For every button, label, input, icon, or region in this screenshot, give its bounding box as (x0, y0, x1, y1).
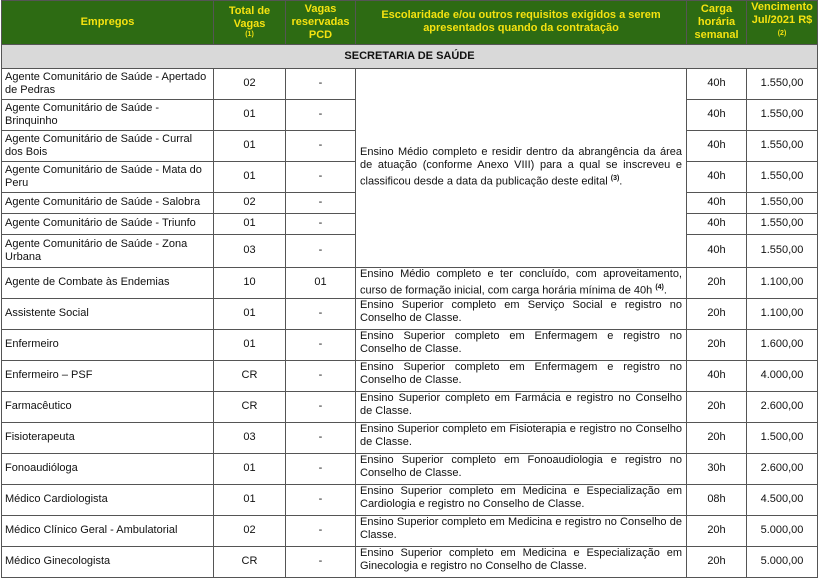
vagas-cell: 01 (214, 484, 286, 515)
vagas-cell: 02 (214, 192, 286, 213)
emprego-cell: Agente Comunitário de Saúde - Curral dos Bois (2, 130, 214, 161)
requirement-cell: Ensino Superior completo em Serviço Social e registro no Conselho de Classe. (356, 298, 687, 329)
carga-cell: 40h (687, 99, 747, 130)
requirement-cell: Ensino Superior completo em Enfermagem e registro no Conselho de Classe. (356, 329, 687, 360)
pcd-cell: - (286, 99, 356, 130)
vagas-cell: CR (214, 391, 286, 422)
venc-cell: 1.100,00 (747, 298, 818, 329)
header-vagas-note: (1) (245, 31, 254, 39)
venc-cell: 1.500,00 (747, 422, 818, 453)
venc-cell: 1.550,00 (747, 99, 818, 130)
venc-cell: 5.000,00 (747, 546, 818, 577)
vagas-cell: 02 (214, 515, 286, 546)
carga-cell: 40h (687, 68, 747, 99)
emprego-cell: Médico Ginecologista (2, 546, 214, 577)
header-vencimento: Vencimento Jul/2021 R$ $^{(2)}$ (747, 1, 818, 45)
table-row (2, 484, 818, 515)
pcd-cell: - (286, 329, 356, 360)
table-row (2, 329, 818, 360)
pcd-cell: - (286, 68, 356, 99)
carga-cell: 20h (687, 422, 747, 453)
vagas-cell: 03 (214, 422, 286, 453)
acs-requirement-cell: Ensino Médio completo e residir dentro da abrangência da área de atuação (conforme Anexo VIII) para a qual se inscreveu e classificou desde a data da publicação deste edital $^{(3)}$. (356, 68, 687, 267)
venc-cell: 1.550,00 (747, 213, 818, 234)
carga-cell: 20h (687, 391, 747, 422)
pcd-cell: - (286, 360, 356, 391)
vacancy-table (1, 0, 818, 578)
header-venc-note: (2) (777, 30, 787, 37)
emprego-cell: Médico Clínico Geral - Ambulatorial (2, 515, 214, 546)
vagas-cell: 02 (214, 68, 286, 99)
emprego-cell: Agente Comunitário de Saúde - Mata do Peru (2, 161, 214, 192)
pcd-cell: - (286, 161, 356, 192)
emprego-cell: Agente Comunitário de Saúde - Brinquinho (2, 99, 214, 130)
carga-cell: 40h (687, 130, 747, 161)
table-header-row (2, 1, 818, 45)
table-row (2, 422, 818, 453)
carga-cell: 20h (687, 546, 747, 577)
venc-cell: 1.600,00 (747, 329, 818, 360)
pcd-cell: - (286, 234, 356, 267)
header-carga-horaria: Carga horária semanal (687, 1, 747, 45)
emprego-cell: Agente Comunitário de Saúde - Zona Urbana (2, 234, 214, 267)
emprego-cell: Agente Comunitário de Saúde - Triunfo (2, 213, 214, 234)
carga-cell: 20h (687, 267, 747, 298)
emprego-cell: Enfermeiro – PSF (2, 360, 214, 391)
venc-cell: 1.550,00 (747, 234, 818, 267)
emprego-cell: Assistente Social (2, 298, 214, 329)
pcd-cell: - (286, 546, 356, 577)
vagas-cell: 03 (214, 234, 286, 267)
carga-cell: 08h (687, 484, 747, 515)
venc-cell: 1.550,00 (747, 130, 818, 161)
carga-cell: 20h (687, 329, 747, 360)
section-row (2, 44, 818, 68)
emprego-cell: Fisioterapeuta (2, 422, 214, 453)
ace-requirement-cell: Ensino Médio completo e ter concluído, com aproveitamento, curso de formação inicial, com carga horária mínima de 40h $^{(4)}$. (356, 267, 687, 298)
pcd-cell: - (286, 453, 356, 484)
venc-cell: 4.000,00 (747, 360, 818, 391)
carga-cell: 40h (687, 192, 747, 213)
table-row (2, 360, 818, 391)
requirement-cell: Ensino Superior completo em Fisioterapia e registro no Conselho de Classe. (356, 422, 687, 453)
table-row (2, 453, 818, 484)
pcd-cell: - (286, 422, 356, 453)
venc-cell: 1.100,00 (747, 267, 818, 298)
venc-cell: 1.550,00 (747, 68, 818, 99)
vagas-cell: 10 (214, 267, 286, 298)
table-row (2, 298, 818, 329)
carga-cell: 20h (687, 298, 747, 329)
table-row (2, 267, 818, 298)
header-requisitos: Escolaridade e/ou outros requisitos exigidos a serem apresentados quando da contratação (356, 1, 687, 45)
pcd-cell: - (286, 391, 356, 422)
vagas-cell: 01 (214, 298, 286, 329)
venc-cell: 4.500,00 (747, 484, 818, 515)
requirement-cell: Ensino Superior completo em Fonoaudiologia e registro no Conselho de Classe. (356, 453, 687, 484)
acs-requirement-note: (3) (610, 175, 620, 183)
requirement-cell: Ensino Superior completo em Medicina e Especialização em Cardiologia e registro no Conselho de Classe. (356, 484, 687, 515)
table-row (2, 546, 818, 577)
acs-requirement-text: Ensino Médio completo e residir dentro da abrangência da área de atuação (conforme Anexo VIII) para a qual se inscreveu e classificou desde a data da publicação deste edital (360, 146, 682, 188)
table-row (2, 515, 818, 546)
emprego-cell: Enfermeiro (2, 329, 214, 360)
emprego-cell: Agente Comunitário de Saúde - Apertado de Pedras (2, 68, 214, 99)
vagas-cell: 01 (214, 213, 286, 234)
table-row (2, 68, 818, 99)
header-total-vagas: Total de Vagas (1) (214, 1, 286, 45)
emprego-cell: Médico Cardiologista (2, 484, 214, 515)
pcd-cell: 01 (286, 267, 356, 298)
pcd-cell: - (286, 130, 356, 161)
pcd-cell: - (286, 298, 356, 329)
carga-cell: 30h (687, 453, 747, 484)
ace-requirement-text: Ensino Médio completo e ter concluído, com aproveitamento, curso de formação inicial, com carga horária mínima de 40h (360, 267, 682, 297)
ace-requirement-note: (4) (655, 283, 664, 291)
pcd-cell: - (286, 213, 356, 234)
emprego-cell: Farmacêutico (2, 391, 214, 422)
vagas-cell: CR (214, 546, 286, 577)
requirement-cell: Ensino Superior completo em Medicina e Especialização em Ginecologia e registro no Conselho de Classe. (356, 546, 687, 577)
venc-cell: 1.550,00 (747, 192, 818, 213)
section-title: SECRETARIA DE SAÚDE (2, 44, 818, 68)
vagas-cell: 01 (214, 329, 286, 360)
vagas-cell: 01 (214, 453, 286, 484)
pcd-cell: - (286, 484, 356, 515)
emprego-cell: Agente de Combate às Endemias (2, 267, 214, 298)
venc-cell: 1.550,00 (747, 161, 818, 192)
header-empregos: Empregos (2, 1, 214, 45)
header-vagas-pcd: Vagas reservadas PCD (286, 1, 356, 45)
vagas-cell: 01 (214, 161, 286, 192)
pcd-cell: - (286, 515, 356, 546)
carga-cell: 40h (687, 161, 747, 192)
requirement-cell: Ensino Superior completo em Enfermagem e registro no Conselho de Classe. (356, 360, 687, 391)
vagas-cell: 01 (214, 99, 286, 130)
carga-cell: 40h (687, 360, 747, 391)
carga-cell: 40h (687, 213, 747, 234)
emprego-cell: Agente Comunitário de Saúde - Salobra (2, 192, 214, 213)
emprego-cell: Fonoaudióloga (2, 453, 214, 484)
requirement-cell: Ensino Superior completo em Medicina e registro no Conselho de Classe. (356, 515, 687, 546)
table-row (2, 391, 818, 422)
venc-cell: 2.600,00 (747, 391, 818, 422)
carga-cell: 40h (687, 234, 747, 267)
venc-cell: 5.000,00 (747, 515, 818, 546)
vagas-cell: CR (214, 360, 286, 391)
carga-cell: 20h (687, 515, 747, 546)
requirement-cell: Ensino Superior completo em Farmácia e registro no Conselho de Classe. (356, 391, 687, 422)
pcd-cell: - (286, 192, 356, 213)
vagas-cell: 01 (214, 130, 286, 161)
venc-cell: 2.600,00 (747, 453, 818, 484)
